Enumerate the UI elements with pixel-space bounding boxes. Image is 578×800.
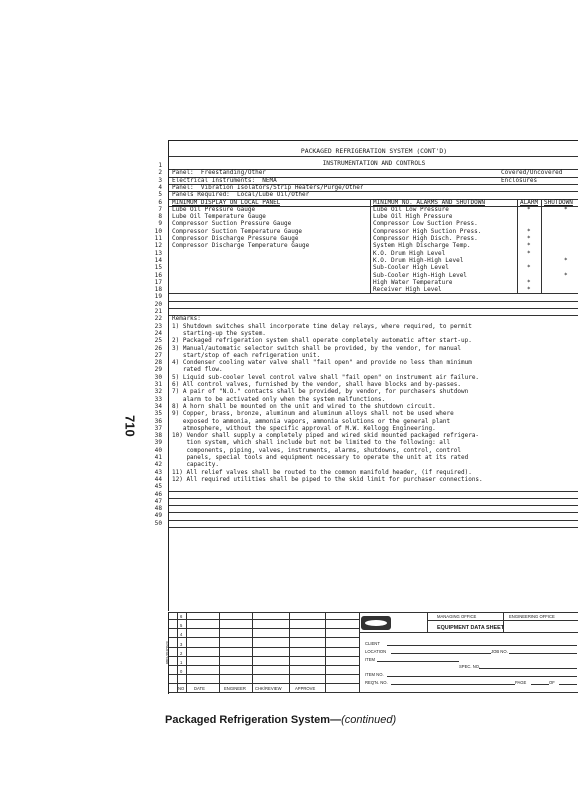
line-number: 37 — [154, 424, 162, 432]
alarm-item: High Water Temperature — [373, 278, 453, 286]
title-block-field: ITEM NO. — [365, 672, 384, 677]
remark-line: 6) All control valves, furnished by the vendor, shall have blocks and by-passes. — [172, 381, 461, 388]
line-number: 49 — [154, 512, 162, 520]
line-number: 42 — [154, 461, 162, 469]
alarm-mark: * — [527, 242, 531, 250]
table-header-alarm: ALARM — [520, 198, 539, 206]
line-number: 8 — [158, 213, 162, 221]
remark-line: panels, special tools and equipment necessary to operate the unit at its rated — [172, 454, 469, 461]
line-number: 9 — [158, 220, 162, 228]
display-item: Compressor Suction Temperature Gauge — [172, 227, 303, 235]
caption-italic: (continued) — [341, 714, 397, 726]
line-number: 15 — [154, 264, 162, 272]
line-number: 50 — [154, 519, 162, 527]
display-item: Compressor Discharge Temperature Gauge — [172, 242, 310, 250]
revision-column-header: NO — [178, 686, 185, 691]
line-number: 47 — [154, 497, 162, 505]
remark-line: 5) Liquid sub-cooler level control valve shall "fail open" on instrument air failure. — [172, 373, 480, 381]
remark-line: components, piping, valves, instruments, alarms, shutdowns, control, control — [172, 446, 461, 454]
revision-number: 0 — [180, 669, 183, 675]
line-number: 25 — [154, 337, 162, 345]
line-number: 39 — [154, 439, 162, 447]
remark-line: 2) Packaged refrigeration system shall operate completely automatic after start-up. — [172, 337, 472, 345]
equipment-data-sheet — [154, 140, 578, 611]
remark-line: rated flow. — [172, 366, 223, 374]
remark-line: start/stop of each refrigeration unit. — [172, 351, 321, 359]
revision-number: 6 — [180, 614, 183, 619]
title-block-field: PAGE — [515, 680, 527, 685]
remark-line: starting-up the system. — [172, 329, 266, 337]
shutdown-mark: * — [564, 256, 568, 264]
line-number: 38 — [154, 432, 162, 440]
line-number: 22 — [154, 315, 162, 323]
remark-line: 9) Copper, brass, bronze, aluminum and aluminum alloys shall not be used where — [172, 410, 454, 418]
engineering-office: ENGINEERING OFFICE — [509, 614, 555, 619]
title-block — [164, 612, 578, 694]
line-number: 35 — [154, 410, 162, 418]
page-number: 710 — [122, 415, 138, 437]
line-number: 6 — [158, 198, 162, 206]
line-number: 27 — [154, 351, 162, 359]
line-number: 5 — [158, 191, 162, 199]
alarm-mark: * — [527, 264, 531, 272]
line-number: 7 — [158, 205, 162, 213]
alarm-item: Lube Oil Low Pressure — [373, 205, 449, 213]
revisions-label: REVISIONS — [164, 641, 170, 664]
remark-line: 12) All required utilities shall be piped to the skid limit for purchaser connections. — [172, 475, 483, 483]
alarm-item: K.O. Drum High-High Level — [373, 256, 464, 264]
line-number: 29 — [154, 366, 162, 374]
line-number: 41 — [154, 454, 162, 461]
header-field: Electrical Instruments: NEMA — [172, 176, 277, 184]
alarm-item: Compressor High Disch. Press. — [373, 235, 478, 242]
revision-number: 4 — [180, 632, 183, 638]
header-field-right: Covered/Uncovered — [501, 169, 563, 177]
revision-number: 1 — [180, 660, 183, 665]
remark-line: capacity. — [172, 461, 219, 469]
table-header-display: MINIMUM DISPLAY ON LOCAL PANEL — [172, 198, 281, 206]
remark-line: atmosphere, without the specific approval of M.W. Kellogg Engineering. — [172, 424, 436, 432]
line-number: 14 — [154, 256, 162, 264]
alarm-mark: * — [527, 227, 531, 235]
title-block-field: CLIENT — [365, 641, 380, 646]
line-number: 3 — [158, 176, 162, 184]
alarm-item: System High Discharge Temp. — [373, 242, 471, 250]
alarm-item: Compressor High Suction Press. — [373, 227, 482, 235]
shutdown-mark: * — [564, 205, 568, 213]
title-block-field: LOCATION — [365, 649, 387, 654]
line-number: 23 — [154, 322, 162, 330]
line-number: 11 — [154, 235, 162, 242]
remark-line: 3) Manual/automatic selector switch shall be provided, by the vendor, for manual — [172, 344, 461, 352]
company-logo — [361, 616, 391, 630]
display-item: Compressor Suction Pressure Gauge — [172, 220, 292, 228]
line-number: 31 — [154, 381, 162, 388]
alarm-item: Lube Oil High Pressure — [373, 213, 453, 221]
revision-column-header: APPROVE — [295, 686, 316, 691]
title-block-field: ITEM — [365, 657, 376, 662]
remark-line: 1) Shutdown switches shall incorporate time delay relays, where required, to permit — [172, 322, 472, 330]
alarm-mark: * — [527, 286, 531, 294]
sheet-name: EQUIPMENT DATA SHEET — [437, 625, 504, 631]
line-number: 20 — [154, 300, 162, 308]
alarm-item: Receiver High Level — [373, 286, 442, 294]
line-number: 44 — [154, 475, 162, 483]
header-field: Panel: Freestanding/Other — [172, 169, 266, 177]
line-number: 30 — [154, 373, 162, 381]
remark-line: 7) A pair of "N.O." contacts shall be provided, by vendor, for purchasers shutdown — [172, 388, 469, 396]
sheet-title: PACKAGED REFRIGERATION SYSTEM (CONT'D) — [300, 147, 448, 155]
title-block-field: JOB NO. — [491, 649, 508, 654]
remark-line: Remarks: — [172, 315, 201, 323]
revision-number: 3 — [180, 641, 183, 647]
figure-caption — [165, 714, 396, 726]
line-number: 13 — [154, 249, 162, 257]
line-number: 12 — [154, 242, 162, 250]
line-number: 19 — [154, 293, 162, 301]
line-number: 32 — [154, 388, 162, 396]
remark-line: 8) A horn shall be mounted on the unit and wired to the shutdown circuit. — [172, 402, 436, 410]
line-number: 16 — [154, 271, 162, 279]
line-number: 46 — [154, 490, 162, 498]
revision-number: 5 — [180, 623, 183, 629]
line-number: 40 — [154, 446, 162, 454]
line-number: 4 — [158, 183, 162, 191]
line-number: 17 — [154, 278, 162, 286]
alarm-mark: * — [527, 278, 531, 286]
line-number: 1 — [158, 162, 162, 169]
line-number: 26 — [154, 344, 162, 352]
alarm-item: Sub-Cooler High Level — [373, 264, 449, 272]
alarm-mark: * — [527, 249, 531, 257]
line-number: 48 — [154, 505, 162, 513]
header-field-right: Enclosures — [501, 176, 538, 184]
alarm-mark: * — [527, 235, 531, 242]
remark-line: 11) All relief valves shall be routed to the common manifold header, (if required). — [172, 468, 472, 476]
line-number: 24 — [154, 329, 162, 337]
table-header-alarms: MINIMUM NO. ALARMS AND SHUTDOWN — [373, 198, 485, 206]
alarm-item: Sub-Cooler High-High Level — [373, 271, 467, 279]
alarm-mark: * — [527, 205, 531, 213]
remark-line: 10) Vendor shall supply a completely piped and wired skid mounted packaged refrigera- — [172, 432, 480, 440]
title-block-field: OF — [549, 680, 555, 685]
line-number: 10 — [154, 227, 162, 235]
revision-column-header: DATE — [194, 686, 205, 691]
table-header-shutdown: SHUTDOWN — [544, 198, 573, 206]
line-number: 21 — [154, 308, 162, 315]
remark-line: 4) Condenser cooling water valve shall "fail open" and provide no less than minimum — [172, 359, 472, 367]
line-number: 33 — [154, 395, 162, 403]
shutdown-mark: * — [564, 271, 568, 279]
line-number: 45 — [154, 483, 162, 491]
title-block-field: SPEC. NO. — [459, 664, 481, 669]
remark-line: exposed to ammonia, ammonia vapors, ammonia solutions or the general plant — [172, 417, 451, 425]
caption-text: Packaged Refrigeration System— — [165, 714, 342, 726]
managing-office: MANAGING OFFICE — [437, 614, 477, 619]
line-number: 43 — [154, 468, 162, 476]
remark-line: alarm to be activated only when the system malfunctions. — [172, 395, 386, 403]
line-number: 2 — [158, 169, 162, 177]
remark-line: tion system, which shall include but not be limited to the following: all — [172, 439, 451, 447]
line-number: 28 — [154, 359, 162, 367]
display-item: Lube Oil Temperature Gauge — [172, 213, 266, 221]
title-block-field: REQ'N. NO. — [365, 680, 388, 685]
display-item: Lube Oil Pressure Gauge — [172, 205, 256, 213]
header-field: Panels Required: Local/Lube Oil/Other — [172, 191, 310, 199]
line-number: 36 — [154, 417, 162, 425]
revision-column-header: CHK/REVIEW — [255, 686, 282, 691]
sheet-subtitle: INSTRUMENTATION AND CONTROLS — [322, 160, 426, 167]
line-number: 18 — [154, 286, 162, 294]
display-item: Compressor Discharge Pressure Gauge — [172, 235, 299, 242]
alarm-item: Compressor Low Suction Press. — [373, 220, 478, 228]
alarm-item: K.O. Drum High Level — [373, 249, 446, 257]
revision-number: 2 — [180, 650, 183, 656]
revision-column-header: ENGINEER — [224, 686, 246, 691]
header-field: Panel: Vibration Isolators/Strip Heaters/Purge/Other — [172, 183, 364, 191]
line-number: 34 — [154, 402, 162, 410]
